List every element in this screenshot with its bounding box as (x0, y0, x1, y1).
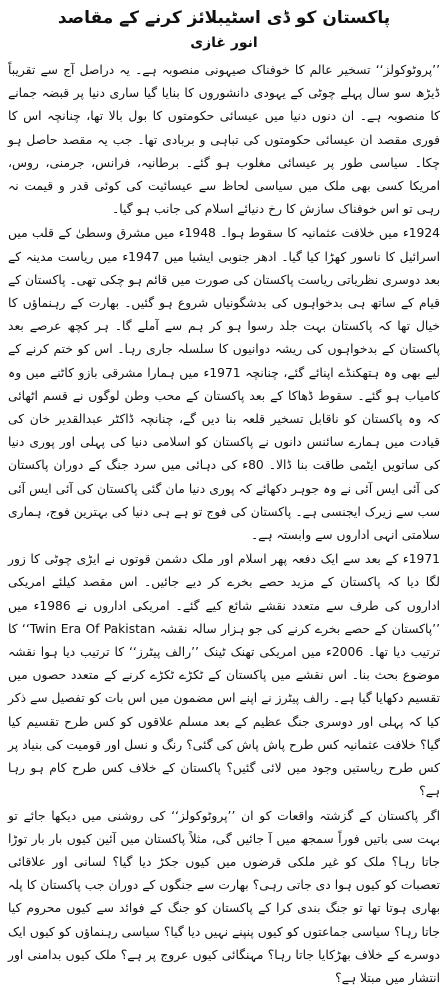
paragraph-4: اگر پاکستان کے گزشتہ واقعات کو ان ’’پروٹوکولز‘‘ کی روشنی میں دیکھا جائے تو بہت سی باتیں فوراً سمجھ میں آ جائیں گی، مثلاً پاکستان میں آئین کیوں بار بار توڑا جاتا رہا؟ ملک کو غیر ملکی قرضوں میں کیوں جکڑ دیا گیا؟ لسانی اور علاقائی تعصبات کو کیوں ہوا دی جاتی رہی؟ بھارت سے جنگوں کے دوران جب پاکستان کا پلہ بھاری ہوتا تھا تو جنگ بندی کرا کے پاکستان کو جنگ کے فوائد سے کیوں محروم کیا جاتا رہا؟ سیاسی جماعتوں کو کیوں پنپنے نہیں دیا گیا؟ سیاسی رہنماؤں کو کیوں ایک دوسرے کے خلاف بھڑکایا جاتا رہا؟ مہنگائی کیوں عروج پر ہے؟ ملک کیوں بدامنی اور انتشار میں مبتلا ہے؟ (8, 805, 440, 990)
paragraph-2: 1924ء میں خلافت عثمانیہ کا سقوط ہوا۔ 1948ء میں مشرق وسطیٰ کے قلب میں اسرائیل کا ناسور کھڑا کیا گیا۔ ادھر جنوبی ایشیا میں 1947ء میں ریاست مدینہ کے بعد دوسری نظریاتی ریاست پاکستان کی صورت میں قائم ہو چکی تھی۔ پاکستان کے قیام کے ساتھ ہی بدخواہوں کی بدشگونیاں شروع ہو گئیں۔ بھارت کے رہنماؤں کا خیال تھا کہ پاکستان بہت جلد رسوا ہو کر ہم سے آملے گا۔ ہر کچھ عرصے بعد پاکستان کے بدخواہوں کی ریشہ دوانیوں کا سلسلہ جاری رہا۔ اس کو ختم کرنے کے لیے بھی وہ ہتھکنڈے اپنائے گئے، چنانچہ 1971ء میں ہمارا مشرقی بازو کاٹنے میں وہ کامیاب ہو گئے۔ سقوط ڈھاکا کے بعد پاکستان کے محب وطن لوگوں نے قسم اٹھائی کہ وہ پاکستان کو ناقابل تسخیر قلعہ بنا دیں گے، چنانچہ ڈاکٹر عبدالقدیر خان کی قیادت میں ہمارے سائنس دانوں نے پاکستان کو اسلامی دنیا کی پہلی اور پوری دنیا کی ساتویں ایٹمی طاقت بنا ڈالا۔ 80ء کی دہائی میں سرد جنگ کے دوران پاکستان کی آئی ایس آئی نے وہ جوہر دکھائے کہ پوری دنیا مان گئی پاکستان کی آئی ایس آئی سب سے زیرک ایجنسی ہے۔ پاکستان کی فوج تو ہے ہی دنیا کی بہترین فوج، ہماری سلامتی انہی اداروں سے وابستہ ہے۔ (8, 222, 440, 547)
article-title: پاکستان کو ڈی اسٹیبلائز کرنے کے مقاصد (8, 6, 440, 30)
paragraph-1: ’’پروٹوکولز‘‘ تسخیر عالم کا خوفناک صیہونی منصوبہ ہے۔ یہ دراصل آج سے تقریباً ڈیڑھ سو سال پہلے چوٹی کے یہودی دانشوروں کا بنایا گیا ساری دنیا پر قبضہ جمانے کا منصوبہ ہے۔ ان دنوں دنیا میں عیسائی حکومتوں کا بول بالا تھا، چنانچہ اس کا فوری مقصد ان عیسائی حکومتوں کی تباہی و بربادی تھا۔ جب یہ مقصد حاصل ہو چکا۔ سیاسی طور پر عیسائی مغلوب ہو گئے۔ برطانیہ، فرانس، جرمنی، روس، امریکا کسی بھی ملک میں سیاسی لحاظ سے عیسائیت کی کوئی قدر و قیمت نہ رہی تو اس خوفناک سازش کا رخ دنیائے اسلام کی جانب ہو گیا۔ (8, 59, 440, 221)
article-body (8, 59, 440, 990)
paragraph-3: 1971ء کے بعد سے ایک دفعہ پھر اسلام اور ملک دشمن قوتوں نے ایڑی چوٹی کا زور لگا دیا کہ پاکستان کے مزید حصے بخرے کر دیے جائیں۔ اس مقصد کیلئے امریکی اداروں کی طرف سے متعدد نقشے شائع کیے گئے۔ امریکی اداروں نے 1986ء میں ’’پاکستان کے حصے بخرے کرنے کی جو ہزار سالہ نقشہ Twin Era Of Pakistan‘‘ کا ترتیب دیا تھا۔ 2006ء میں امریکی تھنک ٹینک ’’رالف پیٹرز‘‘ کا ترتیب دیا ہوا نقشہ موضوع بحث بنا۔ اس نقشے میں پاکستان کے ٹکڑے ٹکڑے کرنے کے متعدد حصوں میں تقسیم دکھایا گیا ہے۔ رالف پیٹرز نے اپنے اس مضمون میں اس بات کو تفصیل سے ذکر کیا کہ پہلی اور دوسری جنگ عظیم کے بعد مسلم علاقوں کو کس طرح تقسیم کیا گیا؟ خلافت عثمانیہ کس طرح پاش پاش کی گئی؟ رنگ و نسل اور قومیت کی بنیاد پر کس طرح ریاستیں وجود میں لائی گئیں؟ پاکستان کے خلاف کس طرح کام ہو رہا ہے؟ (8, 548, 440, 803)
article-author: انور غازی (8, 33, 440, 53)
